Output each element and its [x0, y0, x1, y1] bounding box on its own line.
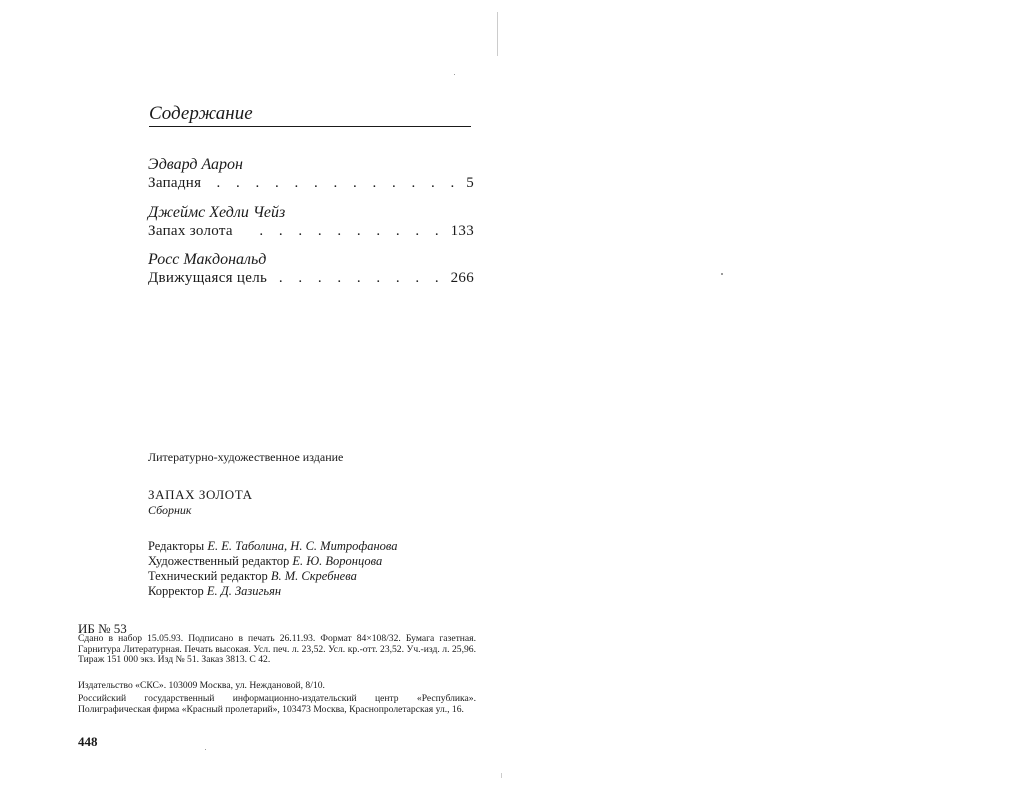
toc-line [148, 269, 474, 287]
contents-heading: Содержание [149, 103, 471, 127]
scan-mark [497, 12, 498, 56]
staff-line [148, 569, 488, 584]
book-title: ЗАПАХ ЗОЛОТА [148, 487, 253, 502]
toc-work-title: Запах золота [148, 223, 233, 239]
staff-name: Е. Ю. Воронцова [292, 554, 383, 568]
scan-speck [721, 273, 723, 275]
scan-speck [205, 749, 206, 750]
staff-role: Корректор [148, 584, 204, 598]
publisher-info: Издательство «СКС». 103009 Москва, ул. Неждановой, 8/10. [78, 680, 325, 691]
toc-author: Джеймс Хедли Чейз [148, 204, 286, 221]
staff-name: Е. Д. Зазигьян [206, 584, 282, 598]
staff-role: Редакторы [148, 539, 205, 553]
toc-work-title: Движущаяся цель [148, 270, 268, 286]
toc-dot-leader: . . . . . . . . . . . . . [216, 175, 461, 191]
toc-page-number: 133 [450, 223, 474, 239]
scan-speck [501, 773, 502, 778]
toc-work-title: Западня [148, 175, 202, 191]
toc-author: Росс Макдональд [148, 251, 267, 268]
printer-info: Российский государственный информационно-издательский центр «Республика». Полиграфическая фирма «Красный пролетарий», 103473 Москва, Краснопролетарская ул., 16. [78, 693, 476, 715]
toc-page-number: 5 [466, 175, 474, 191]
page-number: 448 [78, 734, 98, 749]
staff-name: В. М. Скребнева [270, 569, 357, 583]
staff-name: Е. Е. Таболина, Н. С. Митрофанова [207, 539, 398, 553]
book-subtitle: Сборник [148, 503, 192, 517]
toc-entry [148, 203, 474, 240]
staff-line [148, 554, 488, 569]
toc-line [148, 222, 474, 240]
toc-entry [148, 155, 474, 192]
toc-dot-leader: . . . . . . . . . . [259, 223, 445, 239]
toc-line [148, 174, 474, 192]
toc-dot-leader: . . . . . . . . . [278, 270, 445, 286]
editorial-staff [148, 539, 488, 599]
scan-speck [454, 74, 455, 75]
staff-role: Художественный редактор [148, 554, 290, 568]
print-details: Сдано в набор 15.05.93. Подписано в печать 26.11.93. Формат 84×108/32. Бумага газетная. Гарнитура Литературная. Печать высокая. Усл. печ. л. 23,52. Усл. кр.-отт. 23,52. Уч.-изд. л. 25,96. Тираж 151 000 экз. Изд № 51. Заказ 3813. С 42. [78, 633, 476, 665]
staff-role: Технический редактор [148, 569, 268, 583]
toc-entry [148, 250, 474, 287]
ib-number: ИБ № 53 [78, 621, 127, 636]
edition-type: Литературно-художественное издание [148, 450, 344, 464]
staff-line [148, 539, 488, 554]
staff-line [148, 584, 488, 599]
toc-page-number: 266 [450, 270, 474, 286]
toc-author: Эдвард Аарон [148, 156, 243, 173]
